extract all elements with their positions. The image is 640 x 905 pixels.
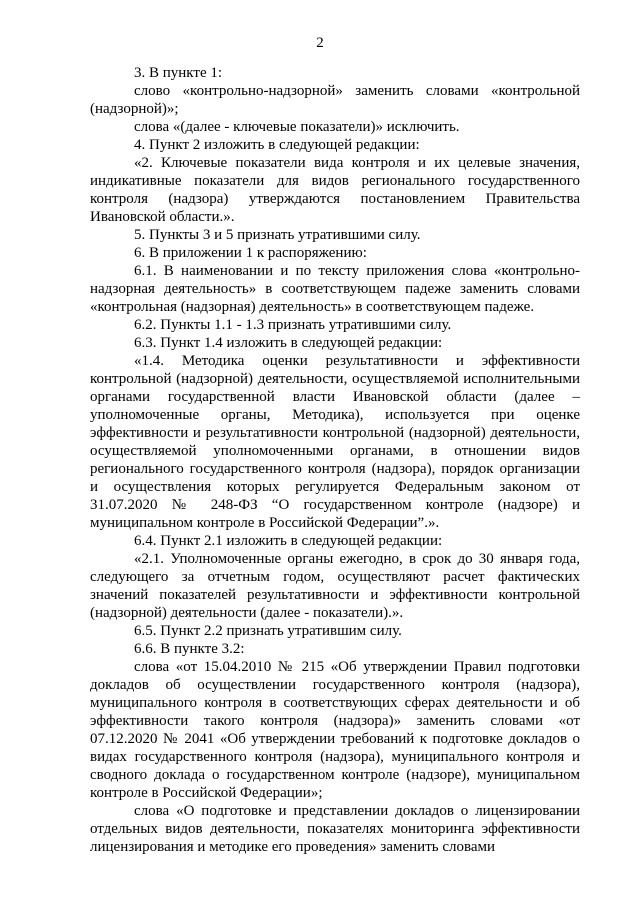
paragraph: слова «О подготовке и представлении докладов о лицензировании отдельных видов деятельности, показателях мониторинга эффективности лицензирования и методике его проведения» заменить словами <box>90 803 580 855</box>
paragraph: 3. В пункте 1: <box>134 65 223 81</box>
paragraph: 6.1. В наименовании и по тексту приложения слова «контрольно-надзорная деятельность» в соответствующем падеже заменить словами «контрольная (надзорная) деятельность» в соответствующем падеже. <box>90 263 580 315</box>
paragraph: слова «(далее - ключевые показатели)» исключить. <box>134 119 460 135</box>
paragraph: 6. В приложении 1 к распоряжению: <box>134 245 367 261</box>
paragraph: «2.1. Уполномоченные органы ежегодно, в срок до 30 января года, следующего за отчетным годом, осуществляют расчет фактических значений показателей результативности и эффективности контрольной (надзорной) деятельности (далее - показатели).». <box>90 551 580 621</box>
page-number: 2 <box>316 35 324 51</box>
paragraph: слово «контрольно-надзорной» заменить словами «контрольной (надзорной)»; <box>90 83 580 117</box>
paragraph: «2. Ключевые показатели вида контроля и их целевые значения, индикативные показатели для видов регионального государственного контроля (надзора) утверждаются постановлением Правительства Ивановской области.». <box>90 155 580 225</box>
paragraph: слова «от 15.04.2010 № 215 «Об утверждении Правил подготовки докладов об осуществлении государственного контроля (надзора), муниципального контроля в соответствующих сферах деятельности и об эффективности такого контроля (надзора)» заменить словами «от 07.12.2020 № 2041 «Об утверждении требований к подготовке докладов о видах государственного контроля (надзора), муниципального контроля и сводного доклада о государственном контроле (надзоре), муниципальном контроле в Российской Федерации»; <box>90 659 580 801</box>
paragraph: 6.5. Пункт 2.2 признать утратившим силу. <box>134 623 402 639</box>
paragraph: «1.4. Методика оценки результативности и эффективности контрольной (надзорной) деятельности, осуществляемой исполнительными органами государственной власти Ивановской области (далее – уполномоченные органы, Методика), используется при оценке эффективности и результативности контрольной (надзорной) деятельности, осуществляемой уполномоченными органами, в отношении видов регионального государственного контроля (надзора), порядок организации и осуществления которых регулируется Федеральным законом от 31.07.2020 № 248-ФЗ “О государственном контроле (надзоре) и муниципальном контроле в Российской Федерации”.». <box>90 353 580 531</box>
paragraph: 6.2. Пункты 1.1 - 1.3 признать утратившими силу. <box>134 317 452 333</box>
paragraph: 4. Пункт 2 изложить в следующей редакции: <box>134 137 420 153</box>
document-body <box>90 64 580 856</box>
paragraph: 6.4. Пункт 2.1 изложить в следующей редакции: <box>134 533 443 549</box>
paragraph: 6.3. Пункт 1.4 изложить в следующей редакции: <box>134 335 443 351</box>
paragraph: 5. Пункты 3 и 5 признать утратившими силу. <box>134 227 421 243</box>
paragraph: 6.6. В пункте 3.2: <box>134 641 245 657</box>
